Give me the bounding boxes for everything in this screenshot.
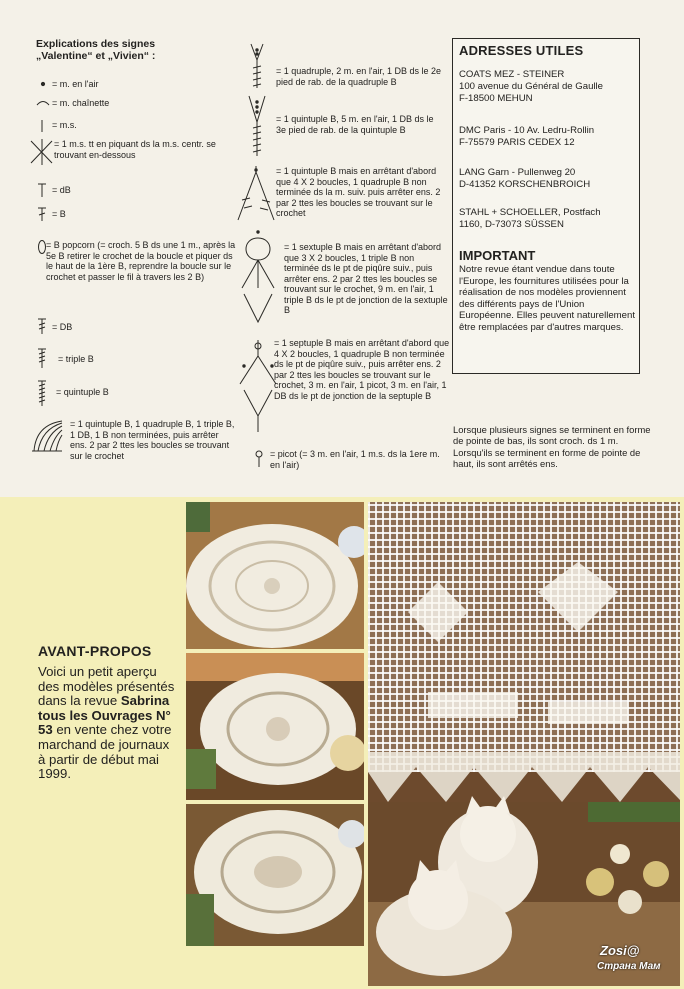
address-lang: LANG Garn - Pullenweg 20 D-41352 KORSCHENBROICH <box>459 167 591 190</box>
watermark-text: Zosi@ <box>600 943 640 958</box>
photo-lace-curtain-cats <box>368 502 680 986</box>
avant-propos-title: AVANT-PROPOS <box>38 643 152 659</box>
magazine-page: Explications des signes „Valentine“ et „Vivien“ : = m. en l'air = m. chaînette = m.s. = 1 m.s. tt en piquant ds la m.s. centr. se trouvant en-dessous = dB = B = B popcorn (= croch. 5 B ds une 1 m., après la 5e B retirer le crochet de la boucle et piquer ds le haut de la 1ère B, reprendre la boucle sur le crochet et passer le fil à travers les 2 B) = DB = triple B = quintuple B = 1 quintuple B, 1 quadruple B, 1 triple B, 1 DB, 1 B non terminées, puis arrêter ens. 2 par 2 ttes les boucles se trouvant sur le crochet = 1 quadruple, 2 m. en l'air, 1 DB ds le 2e pied de rab. de la quadruple B = 1 quintuple B, 5 m. en l'air, 1 DB ds le 3e pied de rab. de la quintuple B = 1 quintuple B mais en arrêtant d'abord que 4 X 2 boucles, 1 quadruple B non terminée ds la m. suiv. puis arrêter ens. 2 par 2 ttes les boucles se trouvant sur le crochet = 1 sextuple B mais en arrêtant d'abord que 3 X 2 boucles, 1 triple B non terminée ds le pt de piqûre suiv., puis arrêter ens. 2 par 2 ttes les boucles se trouvant sur le crochet, 9 m. en l'air, 1 triple B ds le pt de jonction de la sextuple B = 1 septuple B mais en arrêtant d'abord que 4 X 2 boucles, 1 quadruple B non terminée ds le pt de piqûre suiv., puis arrêter ens. 2 par 2 ttes les boucles se trouvant sur le crochet, 3 m. en l'air, 1 picot, 3 m. en l'air, 1 DB ds le pt de jonction de la septuple B = picot (= 3 m. en l'air, 1 m.s. ds la 1ere m. en l'air) ADRESSES UTILES COATS MEZ - STEINER 100 avenue du Général de Gaulle F-18500 MEHUN DMC Paris - 10 Av. Ledru-Rollin F-75579 PARIS CEDEX 12 LANG Garn - Pullenweg 20 D-41352 KORSCHENBROICH STAHL + SCHOELLER, Postfach 1160, D-73073 SÜSSEN IMPORTANT Notre revue étant vendue dans toute l'Europe, les fournitures utilisées pour la réalisation de nos modèles proviennent des différents pays de l'Union Européenne. Elles peuvent naturellement être remplacées par d'autres marques. Lorsque plusieurs signes se terminent en forme de pointe de bas, ils sont croch. ds 1 m. Lorsqu'ils se terminent en forme de pointe de haut, ils sont arrêtés ens. AVANT-PROPOS Voici un petit aperçu des modèles présentés dans la revue Sabrina tous les Ouvrages N° 53 en vente chez votre marchand de journaux à partir de début mai 1999. Zosi@ Страна Мам <box>0 0 684 989</box>
quintuple-treble-icon <box>36 380 50 408</box>
treble-icon <box>36 318 50 336</box>
crossed-stitch-icon <box>30 139 54 165</box>
photo-round-doily <box>186 502 364 649</box>
pineapple-doily-graphic <box>186 653 364 800</box>
photo-pineapple-doily <box>186 653 364 800</box>
symbol-quintuple-arreter: = 1 quintuple B mais en arrêtant d'abord que 4 X 2 boucles, 1 quadruple B non terminée ds la m. suiv. puis arrêter ens. 2 par 2 ttes les boucles se trouvant sur le crochet <box>236 166 446 232</box>
important-text: Notre revue étant vendue dans toute l'Europe, les fournitures utilisées pour la réalisation de nos modèles proviennent des différents pays de l'Union Européenne. Elles peuvent naturellement être remplacées par d'autres marques. <box>459 264 636 333</box>
tall-v-stitch-icon <box>244 96 270 160</box>
double-crochet-icon <box>36 207 50 223</box>
important-title: IMPORTANT <box>459 248 536 263</box>
triple-treble-icon <box>36 348 50 370</box>
single-crochet-icon <box>36 120 50 134</box>
faded-page-title <box>230 2 460 28</box>
symbols-heading <box>36 38 236 62</box>
symbol-quintuple-5m: = 1 quintuple B, 5 m. en l'air, 1 DB ds le 3e pied de rab. de la quintuple B <box>244 96 444 162</box>
addresses-box <box>452 38 640 374</box>
looped-cluster-icon <box>240 226 276 326</box>
oval-doily-graphic <box>186 804 364 946</box>
arc-icon <box>36 98 50 108</box>
fan-cluster-icon <box>32 419 66 455</box>
curtain-and-cats-graphic <box>368 502 680 986</box>
round-doily-graphic <box>186 502 364 649</box>
stitch-note: Lorsque plusieurs signes se terminent en forme de pointe de bas, ils sont croch. ds 1 m. Lorsqu'ils se terminent en forme de pointe de haut, ils sont arrêtés ens. <box>453 424 651 470</box>
addresses-title: ADRESSES UTILES <box>459 43 584 58</box>
symbol-picot: = picot (= 3 m. en l'air, 1 m.s. ds la 1ere m. en l'air) <box>252 449 452 473</box>
symbol-b-popcorn: = B popcorn (= croch. 5 B ds une 1 m., après la 5e B retirer le crochet de la boucle et piquer ds le haut de la 1ère B, reprendre la boucle sur le crochet et passer le fil à travers les 2 B) <box>36 240 236 308</box>
symbol-sextuple: = 1 sextuple B mais en arrêtant d'abord que 3 X 2 boucles, 1 triple B non terminée ds le pt de piqûre suiv., puis arrêter ens. 2 par 2 ttes les boucles se trouvant sur le crochet, 9 m. en l'air, 1 triple B ds le pt de jonction de la sextuple B <box>240 226 450 336</box>
address-stahl: STAHL + SCHOELLER, Postfach 1160, D-73073 SÜSSEN <box>459 207 601 230</box>
symbol-ms-crossed: = 1 m.s. tt en piquant ds la m.s. centr. se trouvant en-dessous <box>30 139 230 169</box>
avant-propos-text: Voici un petit aperçu des modèles présentés dans la revue Sabrina tous les Ouvrages N° 53 en vente chez votre marchand de journaux à partir de début mai 1999. <box>38 664 175 782</box>
magazine-name: Sabrina tous les Ouvrages N° 53 <box>38 693 171 738</box>
half-double-crochet-icon <box>36 183 50 199</box>
photo-oval-doily <box>186 804 364 946</box>
symbol-quadruple-2m: = 1 quadruple, 2 m. en l'air, 1 DB ds le 2e pied de rab. de la quadruple B <box>244 44 444 94</box>
chain-dot-icon <box>36 79 50 89</box>
heading-line-2: „Valentine“ et „Vivien“ : <box>36 50 156 62</box>
v-stitch-icon <box>244 44 270 92</box>
inverted-v-cluster-icon <box>236 166 276 222</box>
address-dmc: DMC Paris - 10 Av. Ledru-Rollin F-75579 PARIS CEDEX 12 <box>459 125 595 148</box>
symbol-septuple: = 1 septuple B mais en arrêtant d'abord que 4 X 2 boucles, 1 quadruple B non terminée ds le pt de piqûre suiv., puis arrêter ens. 2 par 2 ttes les boucles se trouvant sur le crochet, 3 m. en l'air, 1 picot, 3 m. en l'air, 1 DB ds le pt de jonction de la septuple B <box>238 336 448 444</box>
address-coats: COATS MEZ - STEINER 100 avenue du Général de Gaulle F-18500 MEHUN <box>459 69 604 104</box>
symbol-cluster: = 1 quintuple B, 1 quadruple B, 1 triple B, 1 DB, 1 B non terminées, puis arrêter ens. 2 par 2 ttes les boucles se trouvant sur le crochet <box>32 419 237 475</box>
heading-line-1: Explications des signes <box>36 38 156 50</box>
picot-icon <box>252 449 266 469</box>
picot-cluster-icon <box>238 336 278 436</box>
watermark-subtext: Страна Мам <box>597 961 661 972</box>
